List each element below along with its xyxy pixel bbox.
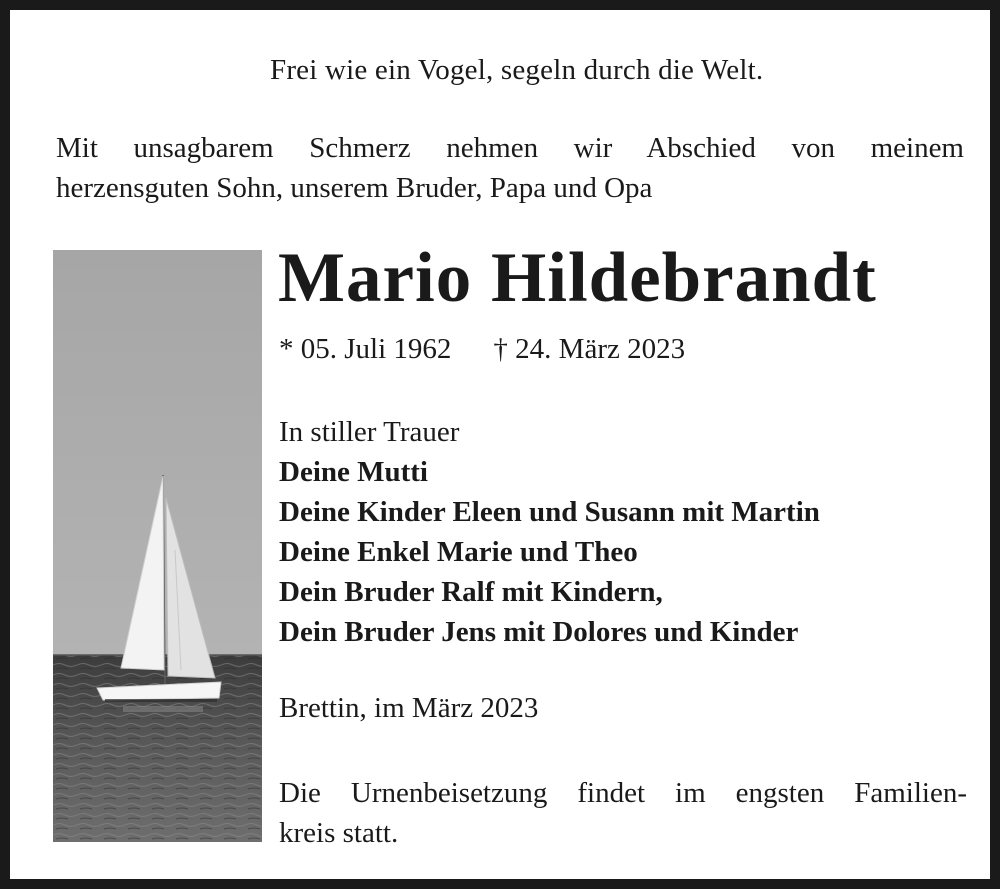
intro-text (56, 128, 964, 208)
intro-line-2: herzensguten Sohn, unserem Bruder, Papa und Opa (56, 172, 653, 204)
sailboat-photo (53, 250, 262, 842)
burial-notice (279, 773, 967, 853)
place-date: Brettin, im März 2023 (279, 692, 539, 724)
birth-date: * 05. Juli 1962 (279, 333, 452, 365)
mourning-lead: In stiller Trauer (279, 416, 460, 448)
sea-waves (53, 655, 262, 842)
notice-line-2: kreis statt. (279, 817, 399, 849)
notice-line-1: Die Urnenbeisetzung findet im engsten Familien- (279, 777, 967, 809)
mourner-line: Deine Kinder Eleen und Susann mit Martin (279, 496, 820, 528)
mourner-line: Dein Bruder Jens mit Dolores und Kinder (279, 616, 799, 648)
mourner-line: Dein Bruder Ralf mit Kindern, (279, 576, 663, 608)
deceased-name: Mario Hildebrandt (278, 239, 877, 317)
death-date: † 24. März 2023 (493, 333, 686, 365)
motto-line: Frei wie ein Vogel, segeln durch die Welt. (270, 54, 764, 86)
intro-line-1: Mit unsagbarem Schmerz nehmen wir Abschied von meinem (56, 132, 964, 164)
mourners-block (279, 412, 820, 652)
life-dates (279, 333, 685, 366)
mourner-line: Deine Mutti (279, 456, 428, 488)
mourner-line: Deine Enkel Marie und Theo (279, 536, 638, 568)
